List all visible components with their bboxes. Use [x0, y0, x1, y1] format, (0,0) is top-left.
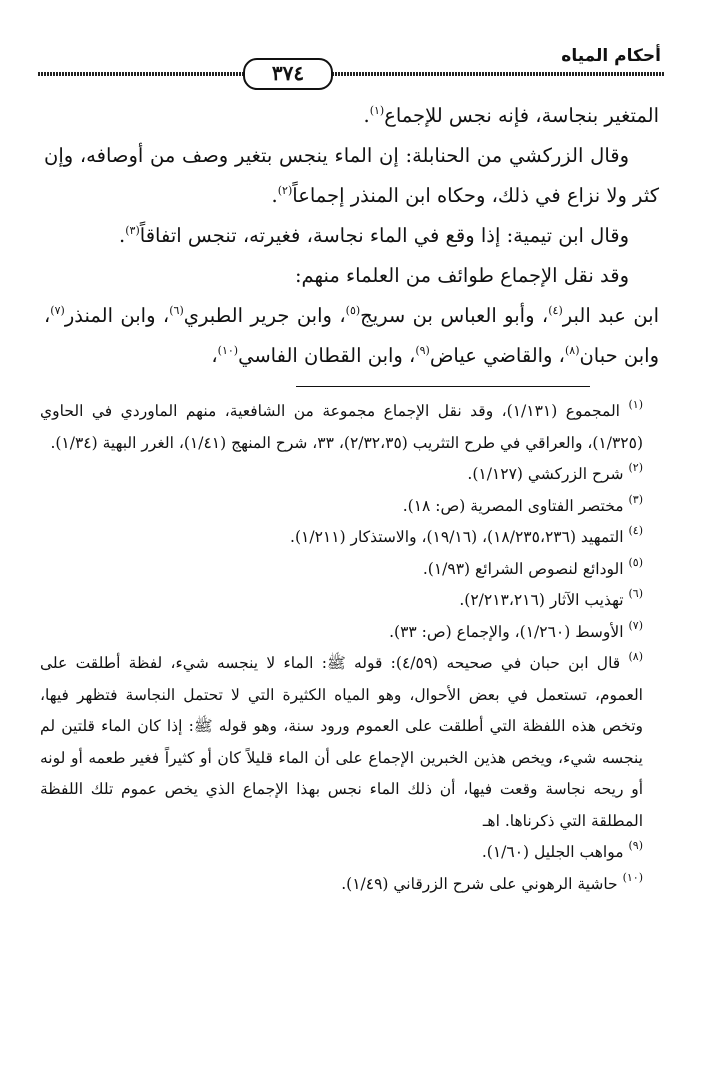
header-rule: [38, 72, 665, 76]
footnote-ref[interactable]: (٧): [50, 304, 65, 317]
footnote-number: (٨): [628, 650, 643, 663]
footnote-number: (٤): [628, 524, 643, 537]
footnote-4: $^{(٤)}$ التمهيد (١٨/٢٣٥،٢٣٦)، (١٩/١٦)، والاستذكار (١/٢١١).: [290, 524, 643, 546]
footnote-number: (٢): [628, 461, 643, 474]
footnote-number: (٧): [628, 618, 643, 632]
page-header: [38, 44, 665, 86]
footnote-2: $^{(٢)}$ شرح الزركشي (١/١٢٧).: [467, 461, 643, 483]
footnote-ref[interactable]: (٣): [125, 224, 140, 237]
footnote-ref[interactable]: (٢): [277, 184, 293, 197]
footnote-ref[interactable]: (٥): [345, 304, 361, 317]
page-number: ٣٧٤: [243, 58, 333, 90]
footnotes: [40, 396, 657, 900]
footnote-number: (١٠): [622, 870, 643, 884]
footnote-ref[interactable]: (٤): [548, 304, 563, 317]
footnote-3: $^{(٣)}$ مختصر الفتاوى المصرية (ص: ١٨).: [402, 492, 643, 515]
paragraph-5: ابن عبد البر$^{(٤)}$، وأبو العباس بن سريج$^{(٥)}$، وابن جرير الطبري$^{(٦)}$، وابن المنذر$^{(٧)}$، وابن حبان$^{(٨)}$، والقاضي عياض$^{(٩)}$، وابن القطان الفاسي$^{(١٠)}$،: [44, 304, 660, 367]
main-text: [44, 96, 659, 376]
footnote-6: $^{(٦)}$ تهذيب الآثار (٢/٢١٣،٢١٦).: [459, 587, 643, 609]
footnote-number: (٦): [628, 587, 643, 600]
footnote-ref[interactable]: (١٠): [217, 344, 239, 357]
paragraph-4: وقد نقل الإجماع طوائف من العلماء منهم:: [294, 264, 629, 287]
footnote-ref[interactable]: (٨): [564, 344, 580, 357]
footnote-number: (٣): [628, 492, 643, 506]
footnote-7: $^{(٧)}$ الأوسط (١/٢٦٠)، والإجماع (ص: ٣٣).: [389, 618, 643, 641]
footnote-number: (١): [628, 398, 643, 411]
book-title: أحكام المياه: [561, 46, 661, 66]
footnote-5: $^{(٥)}$ الودائع لنصوص الشرائع (١/٩٣).: [422, 555, 643, 578]
paragraph-3: وقال ابن تيمية: إذا وقع في الماء نجاسة، فغيرته، تنجس اتفاقاً$^{(٣)}$.: [119, 224, 629, 247]
footnote-number: (٥): [628, 555, 643, 569]
footnote-ref[interactable]: (١): [369, 104, 385, 117]
footnote-ref[interactable]: (٦): [169, 304, 184, 317]
paragraph-1: المتغير بنجاسة، فإنه نجس للإجماع$^{(١)}$.: [363, 104, 659, 127]
footnote-separator: [296, 386, 590, 387]
paragraph-2: وقال الزركشي من الحنابلة: إن الماء ينجس بتغير وصف من أوصافه، وإن كثر ولا نزاع في ذلك، وحكاه ابن المنذر إجماعاً$^{(٢)}$.: [44, 144, 659, 207]
footnote-10: $^{(١٠)}$ حاشية الرهوني على شرح الزرقاني (١/٤٩).: [341, 870, 643, 893]
footnote-1: $^{(١)}$ المجموع (١/١٣١)، وقد نقل الإجماع مجموعة من الشافعية، منهم الماوردي في الحاوي (١/٣٢٥)، والعراقي في طرح التثريب (٢/٣٢،٣٥)، ٣٣، شرح المنهج (١/٤١)، الغرر البهية (١/٣٤).: [40, 398, 643, 452]
footnote-9: $^{(٩)}$ مواهب الجليل (١/٦٠).: [481, 839, 643, 861]
footnote-number: (٩): [628, 839, 643, 852]
footnote-8: $^{(٨)}$ قال ابن حبان في صحيحه (٤/٥٩): قوله ﷺ: الماء لا ينجسه شيء، لفظة أطلقت على العموم، تستعمل في بعض الأحوال، وهو المياه الكثيرة التي لا تحتمل النجاسة فتظهر فيها، وتخص هذه اللفظة التي أطلقت على العموم ورود سنة، وهو قوله ﷺ: إذا كان الماء قلتين لم ينجسه شيء، ويخص هذين الخبرين الإجماع على أن الماء قليلاً كان أو كثيراً فغير طعمه أو لونه أو ريحه نجاسة وقعت فيها، أن ذلك الماء نجس بهذا الإجماع الذي يخص عموم تلك اللفظة المطلقة التي ذكرناها. اهـ: [40, 650, 643, 830]
footnote-ref[interactable]: (٩): [415, 344, 430, 357]
